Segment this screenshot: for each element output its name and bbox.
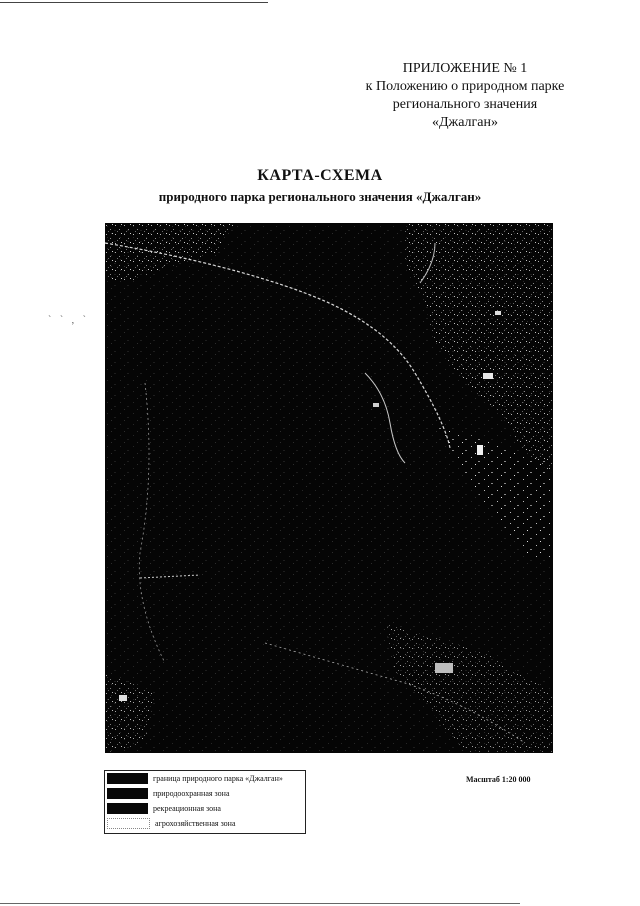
annex-reference: к Положению о природном парке (365, 79, 565, 94)
legend-swatch-agricultural-zone (107, 818, 150, 829)
legend-item (105, 786, 305, 801)
scan-edge-top (0, 2, 268, 3)
legend-label-conservation-zone: природоохранная зона (153, 788, 230, 798)
legend-label-park-boundary: граница природного парка «Джалган» (153, 773, 283, 783)
map-legend (104, 770, 306, 834)
legend-label-recreation-zone: рекреационная зона (153, 803, 221, 813)
legend-item (105, 816, 305, 831)
annex-reference-line2: регионального значения (392, 97, 538, 112)
document-title (80, 166, 560, 206)
scan-marks: ` ` , ` (48, 315, 89, 326)
legend-label-agricultural-zone: агрохозяйственная зона (155, 818, 236, 828)
legend-swatch-recreation-zone (107, 803, 148, 814)
title-main: КАРТА-СХЕМА (257, 167, 383, 184)
legend-item (105, 771, 305, 786)
legend-swatch-park-boundary (107, 773, 148, 784)
annex-number: ПРИЛОЖЕНИЕ № 1 (402, 61, 528, 76)
scan-edge-bottom (0, 903, 520, 904)
annex-header (340, 60, 590, 132)
title-subtitle: природного парка регионального значения «Джалган» (158, 189, 482, 204)
map-image (105, 223, 553, 753)
legend-swatch-conservation-zone (107, 788, 148, 799)
legend-item (105, 801, 305, 816)
satellite-map (105, 223, 553, 753)
map-scale: Масштаб 1:20 000 (466, 775, 531, 784)
annex-park-name: «Джалган» (432, 115, 498, 130)
